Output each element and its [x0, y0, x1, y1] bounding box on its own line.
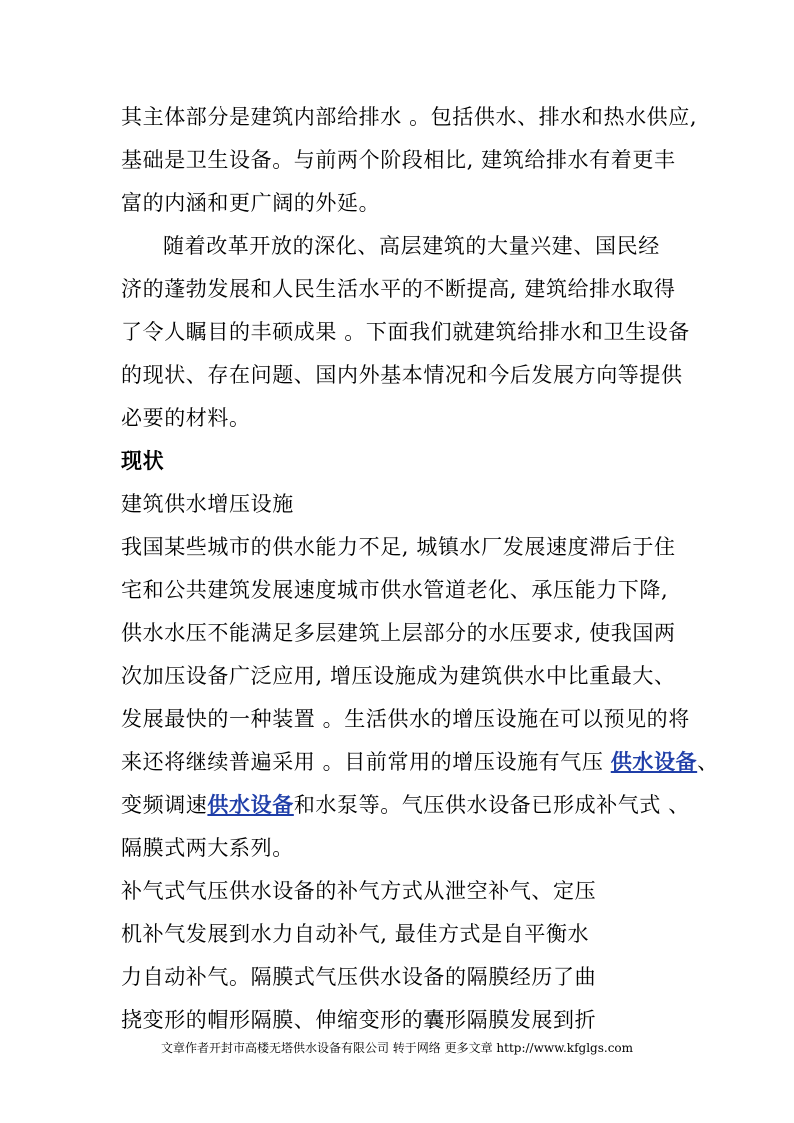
water-supply-equipment-link[interactable]: 供水设备 [610, 749, 698, 774]
paragraph-line: 发展最快的一种装置 。生活供水的增压设施在可以预见的将 [121, 707, 690, 731]
paragraph-line: 的现状、存在问题、国内外基本情况和今后发展方向等提供 [121, 363, 683, 387]
paragraph-line: 必要的材料。 [121, 406, 251, 430]
paragraph-line: 挠变形的帽形隔膜、伸缩变形的囊形隔膜发展到折 [121, 1008, 597, 1032]
paragraph-line: 了令人瞩目的丰硕成果 。下面我们就建筑给排水和卫生设备 [121, 320, 690, 344]
paragraph-line [121, 748, 719, 776]
paragraph-line: 机补气发展到水力自动补气, 最佳方式是自平衡水 [121, 922, 590, 946]
paragraph-line: 随着改革开放的深化、高层建筑的大量兴建、国民经 [163, 234, 660, 258]
paragraph-line: 宅和公共建筑发展速度城市供水管道老化、承压能力下降, [121, 578, 669, 602]
paragraph-line: 基础是卫生设备。与前两个阶段相比, 建筑给排水有着更丰 [121, 148, 676, 172]
line-text: 和水泵等。气压供水设备已形成补气式 、 [293, 793, 690, 817]
paragraph-line [121, 791, 690, 819]
paragraph-line: 力自动补气。隔膜式气压供水设备的隔膜经历了曲 [121, 965, 597, 989]
page-footer: 文章作者开封市高楼无塔供水设备有限公司 转于网络 更多文章 http://www.kfglgs.com [160, 1041, 634, 1055]
paragraph-line: 补气式气压供水设备的补气方式从泄空补气、定压 [121, 879, 597, 903]
paragraph-line: 我国某些城市的供水能力不足, 城镇水厂发展速度滞后于住 [121, 535, 676, 559]
line-text: 变频调速 [121, 793, 208, 817]
paragraph-line: 富的内涵和更广阔的外延。 [121, 191, 381, 215]
line-text: 来还将继续普遍采用 。目前常用的增压设施有气压 [121, 750, 611, 774]
water-supply-equipment-link[interactable]: 供水设备 [207, 792, 294, 817]
line-text: 、 [697, 750, 719, 774]
paragraph-line: 其主体部分是建筑内部给排水 。包括供水、排水和热水供应, [121, 105, 698, 129]
section-heading: 现状 [121, 448, 165, 473]
section-subheading: 建筑供水增压设施 [121, 492, 294, 516]
paragraph-line: 隔膜式两大系列。 [121, 836, 294, 860]
paragraph-line: 供水水压不能满足多层建筑上层部分的水压要求, 使我国两 [121, 621, 676, 645]
paragraph-line: 济的蓬勃发展和人民生活水平的不断提高, 建筑给排水取得 [121, 277, 676, 301]
paragraph-line: 次加压设备广泛应用, 增压设施成为建筑供水中比重最大、 [121, 664, 676, 688]
